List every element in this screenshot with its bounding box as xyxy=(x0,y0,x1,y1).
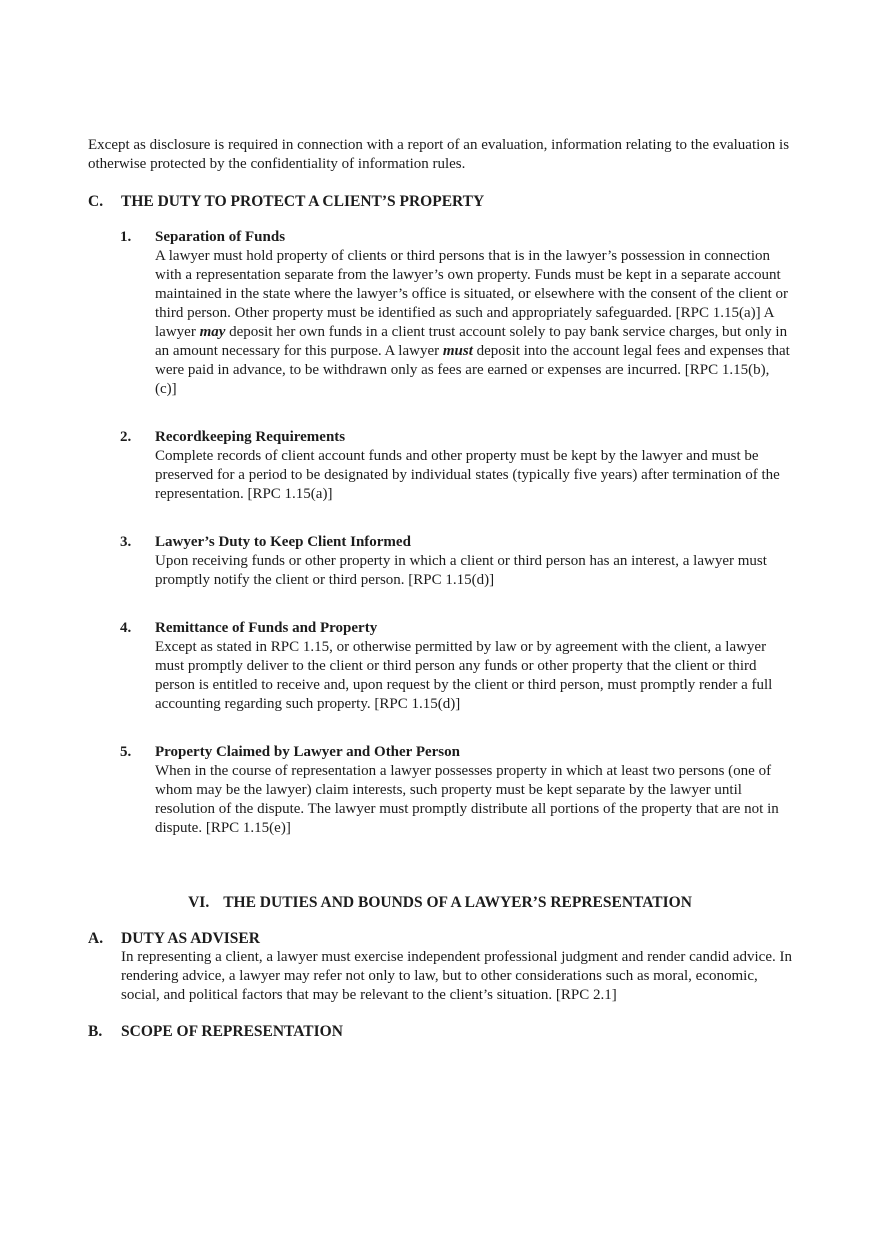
section-c-label: C. xyxy=(88,193,104,210)
text-segment: must xyxy=(442,343,473,359)
section-c-title: THE DUTY TO PROTECT A CLIENT’S PROPERTY xyxy=(121,193,485,210)
section-a-label: A. xyxy=(88,930,104,947)
item-heading: Lawyer’s Duty to Keep Client Informed xyxy=(155,534,411,550)
text-segment: When in the course of representation a lawyer possesses property in which at least two persons (one of whom may be the lawyer) claim interests, such property must be kept separate by the lawyer until resolution of the dispute. The lawyer must promptly distribute all portions of the property that are not in dispute. [RPC 1.15(e)] xyxy=(155,763,779,836)
item-body xyxy=(155,247,792,399)
item-heading: Separation of Funds xyxy=(155,229,286,245)
continuation-paragraph: Except as disclosure is required in connection with a report of an evaluation, information relating to the evaluation is otherwise protected by the confidentiality of information rules. xyxy=(88,137,790,172)
section-b-label: B. xyxy=(88,1023,103,1040)
item-number: 1. xyxy=(120,229,132,245)
section-a-body xyxy=(121,948,792,1005)
item-lawyers-duty-to-keep-client-informed xyxy=(120,533,792,590)
text-segment: deposit into the account legal fees and expenses that were paid in advance, to be withdrawn only as fees are earned or expenses are incurred. [RPC 1.15(b), (c)] xyxy=(155,343,790,397)
item-heading: Property Claimed by Lawyer and Other Person xyxy=(155,744,460,760)
section-c xyxy=(88,192,792,211)
section-a xyxy=(88,929,792,1005)
item-number: 5. xyxy=(120,744,132,760)
text-segment: Upon receiving funds or other property in which a client or third person has an interest, a lawyer must promptly notify the client or third person. [RPC 1.15(d)] xyxy=(155,553,767,588)
section-b xyxy=(88,1022,792,1041)
section-a-title: DUTY AS ADVISER xyxy=(121,930,260,947)
section-vi-heading xyxy=(88,893,792,912)
item-heading: Recordkeeping Requirements xyxy=(155,429,346,445)
item-remittance-of-funds-and-property xyxy=(120,619,792,714)
text-segment: In representing a client, a lawyer must exercise independent professional judgment and render candid advice. In rendering advice, a lawyer may refer not only to law, but to other considerations such as moral, economic, social, and political factors that may be relevant to the client’s situation. [RPC 2.1] xyxy=(121,949,792,1003)
item-body xyxy=(155,447,792,504)
item-number: 2. xyxy=(120,429,132,445)
item-separation-of-funds xyxy=(120,228,792,399)
item-heading: Remittance of Funds and Property xyxy=(155,620,378,636)
section-vi-number: VI. xyxy=(188,894,210,911)
text-segment: A lawyer must hold property of clients or third persons that is in the lawyer’s possession in connection with a representation separate from the lawyer’s own property. Funds must be kept in a separate account maintained in the state where the lawyer’s office is situated, or elsewhere with the consent of the client or third person. Other property must be identified as such and appropriately safeguarded. [RPC 1.15(a)] A lawyer xyxy=(155,248,788,340)
item-number: 3. xyxy=(120,534,132,550)
item-body xyxy=(155,638,792,714)
item-body xyxy=(155,552,792,590)
section-b-title: SCOPE OF REPRESENTATION xyxy=(121,1023,343,1040)
item-number: 4. xyxy=(120,620,132,636)
text-segment: Complete records of client account funds and other property must be kept by the lawyer and must be preserved for a period to be designated by individual states (typically five years) after termination of the representation. [RPC 1.15(a)] xyxy=(155,448,780,502)
text-segment: may xyxy=(199,324,226,340)
text-segment: deposit her own funds in a client trust account solely to pay bank service charges, but only in an amount necessary for this purpose. A lawyer xyxy=(155,324,788,359)
item-body xyxy=(155,762,792,838)
text-segment: Except as stated in RPC 1.15, or otherwise permitted by law or by agreement with the client, a lawyer must promptly deliver to the client or third person any funds or other property that the client or third person is entitled to receive and, upon request by the client or third person, must promptly render a full accounting regarding such property. [RPC 1.15(d)] xyxy=(155,639,773,712)
item-property-claimed-by-lawyer-and-other-person xyxy=(120,743,792,838)
item-recordkeeping-requirements xyxy=(120,428,792,504)
section-vi-title: THE DUTIES AND BOUNDS OF A LAWYER’S REPRESENTATION xyxy=(223,894,692,911)
